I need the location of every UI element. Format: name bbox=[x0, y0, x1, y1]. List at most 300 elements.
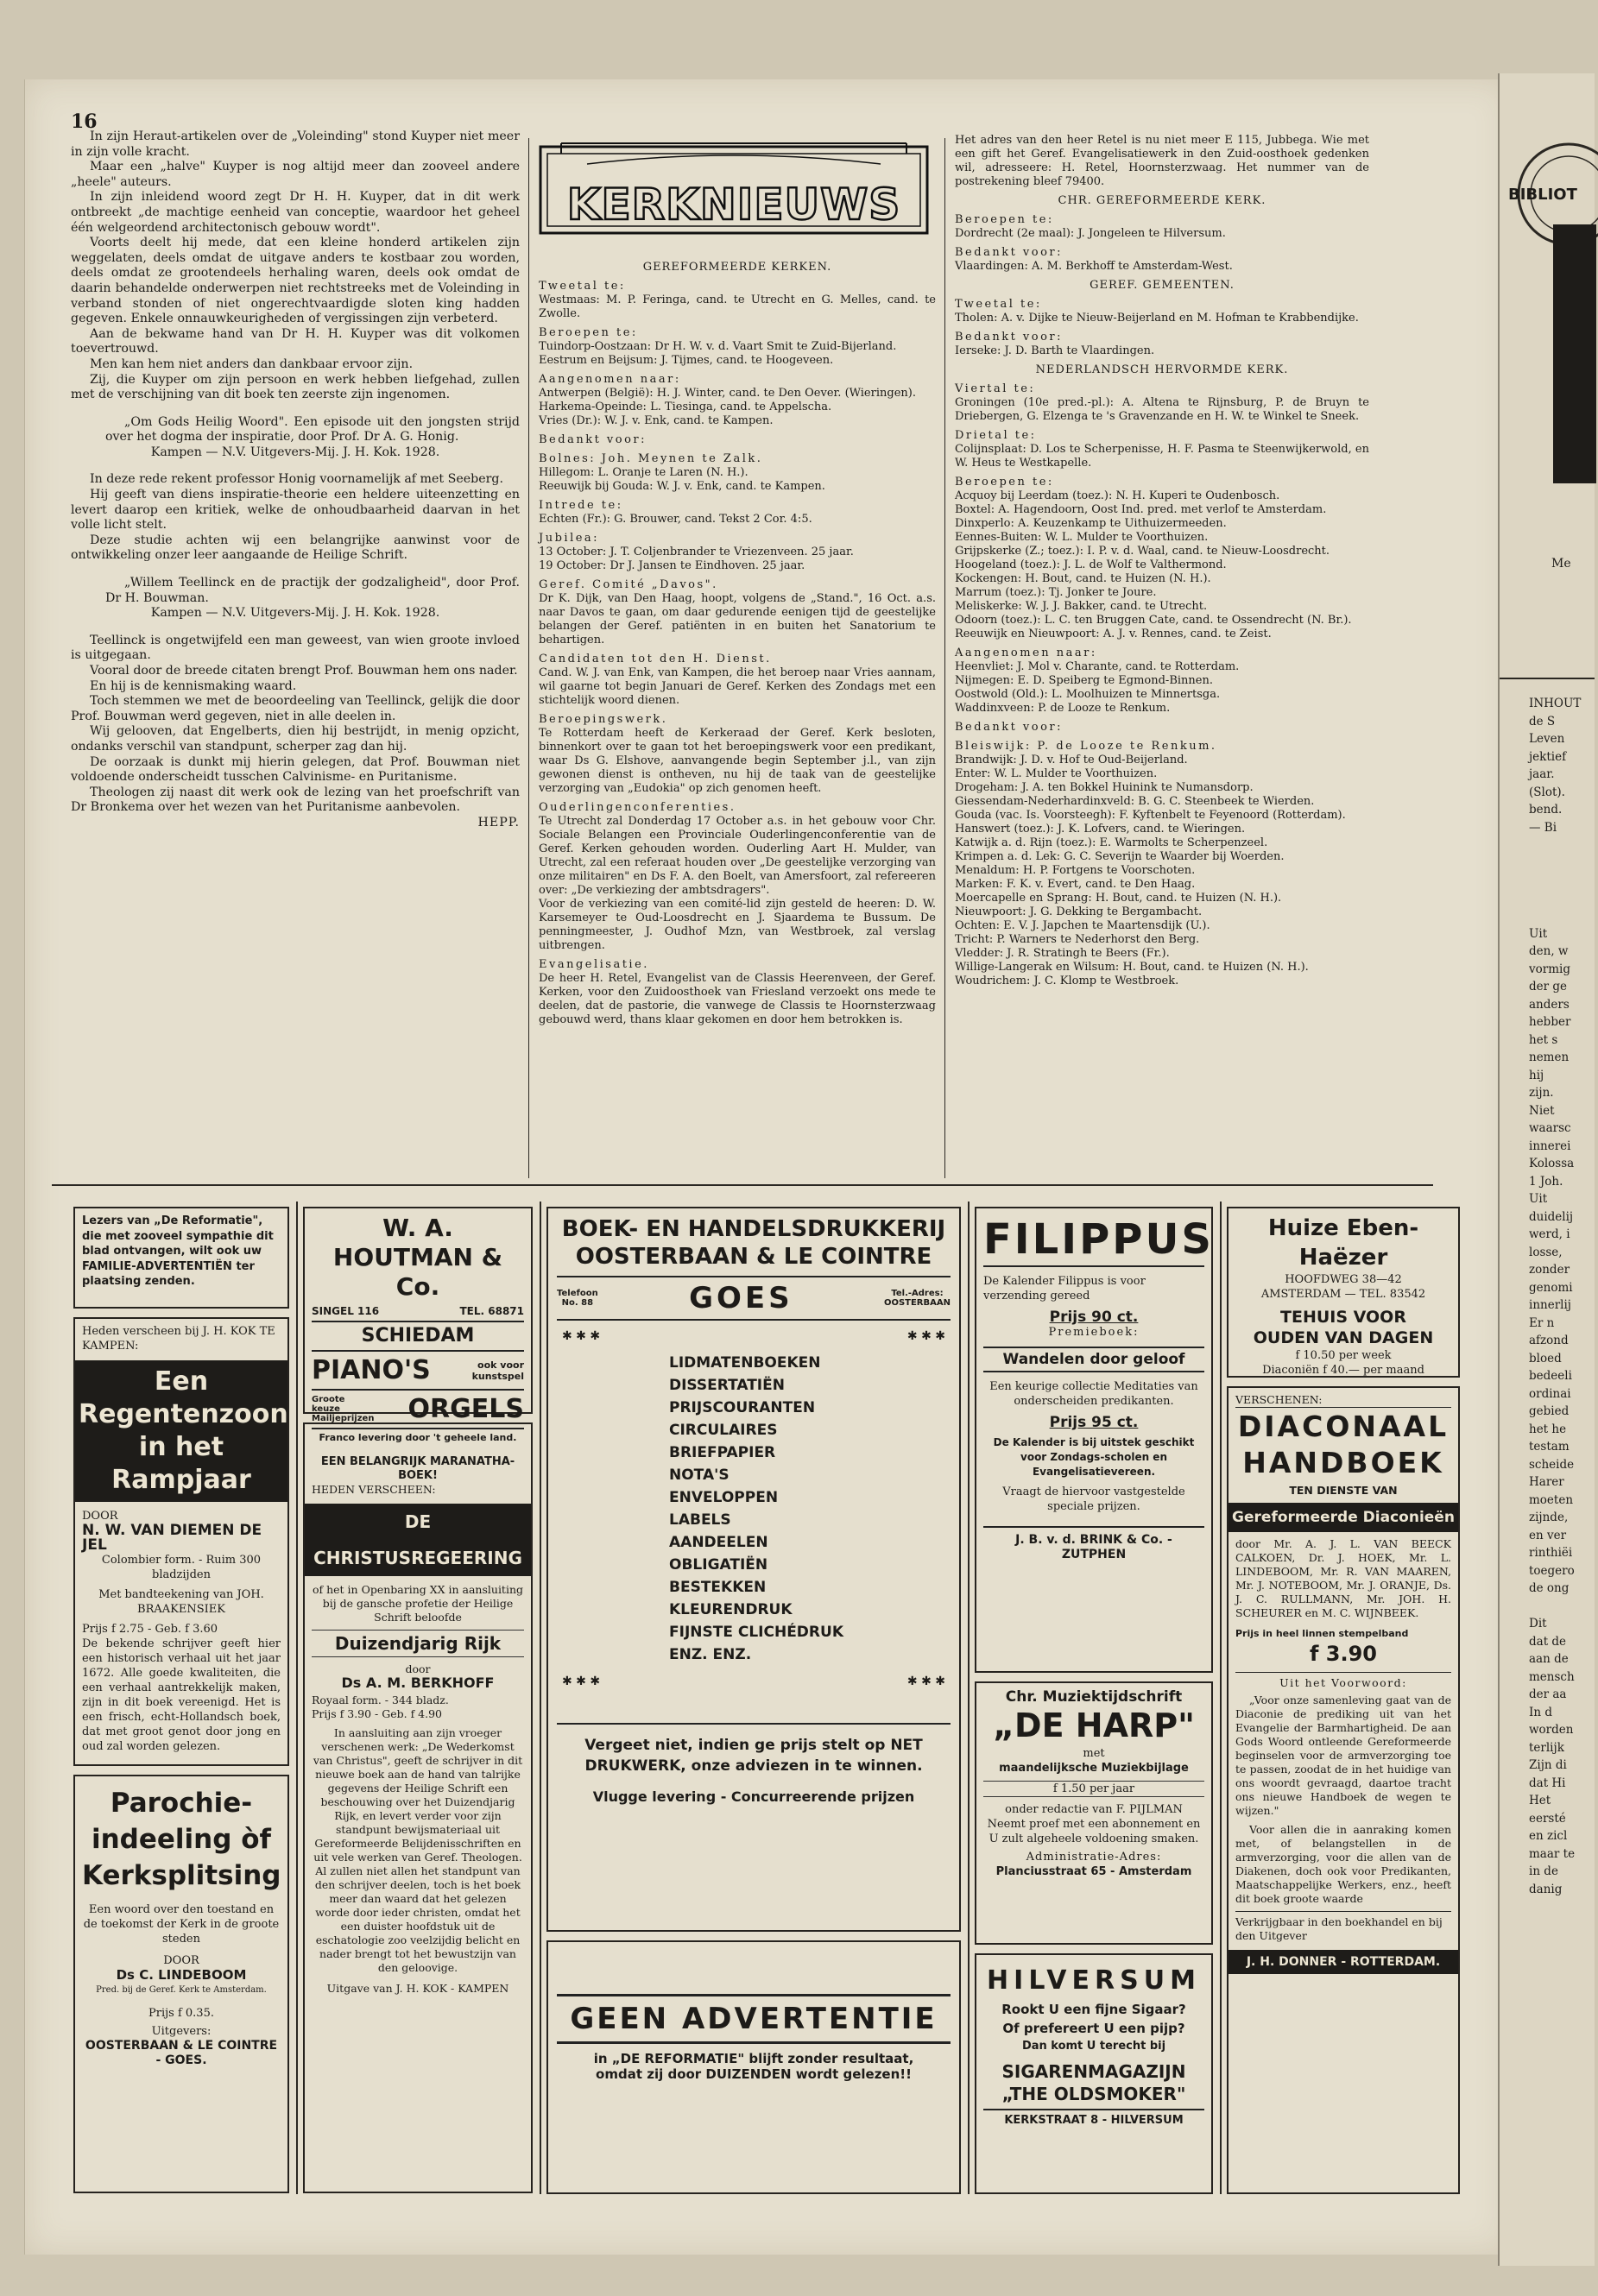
fragment-line: gebied bbox=[1529, 1404, 1570, 1418]
paragraph: En hij is de kennismaking waard. bbox=[90, 678, 297, 693]
entry-line: Echten (Fr.): G. Brouwer, cand. Tekst 2 Cor. 4:5. bbox=[539, 513, 812, 526]
ads-column-rule bbox=[296, 1202, 298, 2194]
entry-line: Krimpen a. d. Lek: G. C. Severijn te Waarder bij Woerden. bbox=[955, 850, 1285, 863]
fragment-line: bloed bbox=[1529, 1351, 1562, 1366]
kerknieuws-banner bbox=[535, 138, 932, 242]
fragment-line: het he bbox=[1529, 1422, 1567, 1436]
delivery-note: Vlugge levering - Concurreerende prijzen bbox=[592, 1788, 915, 1805]
service-item: KLEURENDRUK bbox=[669, 1601, 793, 1618]
bijlage-label: maandelijksche Muziekbijlage bbox=[999, 1762, 1189, 1775]
entry-line: Nijmegen: E. D. Speiberg te Egmond-Binnen. bbox=[955, 674, 1213, 687]
entry-heading: NEDERLANDSCH HERVORMDE KERK. bbox=[1035, 363, 1289, 376]
entry-line: Odoorn (toez.): L. C. ten Bruggen Cate, cand. te Ossendrecht (N. Br.). bbox=[955, 614, 1352, 627]
book-authors: door Mr. A. J. L. VAN BEECK CALKOEN, Dr. J. HOEK, Mr. L. LINDEBOOM, Mr. R. VAN MAAREN, Mr. J. NOTEBOOM, Mr. J. ORANJE, Ds. J. C. RULLMANN, Mr. JOH. H. SCHEURER en M. C. WIJNBEEK. bbox=[1235, 1537, 1451, 1619]
pianos-label: PIANO'S bbox=[312, 1355, 431, 1385]
paragraph: Wij gelooven, dat Engelberts, dien hij bestrijdt, in menig opzicht, ondanks verschil van standpunt, scherper zag dan hij. bbox=[71, 724, 520, 754]
fragment-line: hebber bbox=[1529, 1015, 1571, 1029]
book-title: Een Regentenzoon in het Rampjaar bbox=[75, 1360, 287, 1502]
phone: TEL. 68871 bbox=[459, 1305, 524, 1317]
city: GOES bbox=[689, 1281, 793, 1315]
entry-heading: Bleiswijk: P. de Looze te Renkum. bbox=[955, 740, 1217, 753]
fragment-line: Er n bbox=[1529, 1315, 1555, 1330]
entry-line: Gouda (vac. Is. Voorsteegh): F. Kyftenbelt te Feyenoord (Rotterdam). bbox=[955, 809, 1346, 822]
fragment-line: scheide bbox=[1529, 1457, 1575, 1472]
company-title: BOEK- EN HANDELSDRUKKERIJ bbox=[561, 1216, 946, 1242]
ad-houtman bbox=[303, 1207, 533, 1443]
entry-line: Waddinxveen: P. de Looze te Renkum. bbox=[955, 702, 1171, 715]
ad-christusregeering bbox=[303, 1422, 533, 2193]
ad-line: Of prefereert U een pijp? bbox=[1002, 2021, 1185, 2036]
fragment-line bbox=[1529, 907, 1598, 925]
fragment-line: hij bbox=[1529, 1068, 1544, 1082]
column-rule bbox=[944, 138, 945, 1178]
fragment-line: vormig bbox=[1529, 962, 1570, 976]
orgels-label: ORGELS bbox=[407, 1394, 524, 1424]
shop-address: KERKSTRAAT 8 - HILVERSUM bbox=[983, 2109, 1204, 2127]
city-phone: AMSTERDAM — TEL. 83542 bbox=[1260, 1288, 1426, 1301]
city: SCHIEDAM bbox=[312, 1321, 524, 1352]
entry-line: Te Utrecht zal Donderdag 17 October a.s. in het gebouw voor Chr. Sociale Belangen een Provinciale Ouderlingenconferentie van de Geref. Kerken gehouden worden. Ouderling Aart H. Mulder, van Utrecht, zal een referaat houden over „De geestelijke verzorging van onze militairen" en Ds F. A. den Boelt, van Amersfoort, zal refereeren over: „De verkiezing der ambtsdragers". bbox=[539, 815, 936, 897]
fragment-line: de S bbox=[1529, 714, 1556, 729]
review-publisher: Kampen — N.V. Uitgevers-Mij. J. H. Kok. 1928. bbox=[150, 445, 440, 459]
book-author: Ds C. LINDEBOOM bbox=[116, 1967, 247, 1983]
entry-line: Vries (Dr.): W. J. v. Enk, cand. te Kampen. bbox=[539, 414, 774, 427]
book-subtitle: of het in Openbaring XX in aansluiting bij de gansche profetie der Heilige Schrift beloofde bbox=[312, 1583, 524, 1624]
entry-line: Tholen: A. v. Dijke te Nieuw-Beijerland en M. Hofman te Krabbendijke. bbox=[955, 312, 1359, 325]
paragraph: Voorts deelt hij mede, dat een kleine honderd artikelen zijn weggelaten, deels omdat de uitgave anders te kostbaar zou worden, deels omdat ze grootendeels herhaling waren, deels ook omdat de daarin behandelde onderwerpen niet rechtstreeks met de Voleinding in verband stonden of niet ongerechtvaardigde sloten king hadden gegeven. Enkele onnauwkeurigheden of vergissingen zijn verbeterd. bbox=[71, 236, 520, 326]
fragment-line: losse, bbox=[1529, 1245, 1563, 1259]
ornament: ✱ ✱ ✱ bbox=[906, 1329, 945, 1343]
fragment-line: worden bbox=[1529, 1723, 1574, 1737]
ad-diaconaal-handboek bbox=[1227, 1386, 1460, 2194]
fragment-line: zonder bbox=[1529, 1263, 1570, 1277]
entry-line: Colijnsplaat: D. Los te Scherpenisse, H. F. Pasma te Steenwijkerwold, en W. Heus te Westkapelle. bbox=[955, 443, 1369, 470]
phone: No. 88 bbox=[561, 1298, 594, 1308]
paragraph: Men kan hem niet anders dan dankbaar ervoor zijn. bbox=[90, 356, 414, 371]
entry-heading: Bolnes: Joh. Meynen te Zalk. bbox=[539, 452, 763, 465]
fragment-line: dat de bbox=[1529, 1634, 1567, 1649]
entry-line: Nieuwpoort: J. G. Dekking te Bergambacht. bbox=[955, 905, 1203, 918]
fragment-line: der ge bbox=[1529, 980, 1568, 993]
tehuis-label: TEHUIS VOOR bbox=[1280, 1308, 1406, 1327]
tel-adres-label: Tel.-Adres: bbox=[891, 1289, 944, 1298]
fragment-line: testam bbox=[1529, 1440, 1570, 1454]
entry-line: Heenvliet: J. Mol v. Charante, cand. te Rotterdam. bbox=[955, 660, 1240, 673]
heading-fragment: Me bbox=[1551, 557, 1571, 571]
entry-line: Giessendam-Nederhardinxveld: B. G. C. Steenbeek te Wierden. bbox=[955, 795, 1315, 808]
fragment-line: in de bbox=[1529, 1864, 1558, 1878]
franco-note: Franco levering door 't geheele land. bbox=[312, 1428, 524, 1443]
entry-heading: Geref. Comité „Davos". bbox=[539, 578, 718, 591]
book-author: N. W. VAN DIEMEN DE JEL bbox=[82, 1522, 262, 1554]
adjacent-page-text bbox=[1529, 695, 1598, 1898]
entry-heading: Intrede te: bbox=[539, 499, 623, 512]
entry-heading: Evangelisatie. bbox=[539, 958, 649, 971]
service-item: FIJNSTE CLICHÉDRUK bbox=[669, 1624, 843, 1641]
fragment-line: waarsc bbox=[1529, 1121, 1571, 1135]
met-label: met bbox=[1083, 1747, 1105, 1760]
review-title: „Willem Teellinck en de practijk der godzaligheid", door Prof. Dr H. Bouwman. bbox=[105, 576, 520, 605]
kerknieuws-column bbox=[539, 252, 936, 1027]
ad-filippus bbox=[975, 1207, 1213, 1673]
ad-door: door bbox=[405, 1662, 431, 1675]
entry-heading: Viertal te: bbox=[955, 382, 1036, 395]
ad-line: Rookt U een fijne Sigaar? bbox=[1001, 2002, 1186, 2017]
entry-line: Dordrecht (2e maal): J. Jongeleen te Hilversum. bbox=[955, 227, 1226, 240]
paragraph: Theologen zij naast dit werk ook de lezing van het proefschrift van Dr Bronkema over het wezen van het Puritanisme aanbevolen. bbox=[71, 785, 520, 815]
publisher: J. H. DONNER - ROTTERDAM. bbox=[1229, 1950, 1458, 1974]
ad-line: in „DE REFORMATIE" blijft zonder resultaat, bbox=[593, 2051, 914, 2066]
book-subtitle: Gereformeerde Diaconieën bbox=[1229, 1503, 1458, 1532]
entry-heading: Jubilea: bbox=[539, 532, 600, 545]
tel-adres: OOSTERBAAN bbox=[883, 1298, 951, 1308]
entry-line: Hillegom: L. Oranje te Laren (N. H.). bbox=[539, 466, 748, 479]
price: Prijs 95 ct. bbox=[1049, 1414, 1139, 1431]
fragment-line: jektief bbox=[1529, 749, 1567, 764]
ad-de-harp bbox=[975, 1681, 1213, 1945]
ads-column-rule bbox=[540, 1202, 541, 2194]
entry-line: De heer H. Retel, Evangelist van de Classis Heerenveen, der Geref. Kerken, voor den Zuidoosthoek van Friesland verzoekt ons mede te deelen, dat de pastorie, die vanwege de Classis te Hoornsterzwaag gebouwd werd, thans klaar gekomen en door hem betrokken is. bbox=[539, 972, 936, 1026]
fragment-line: Zijn di bbox=[1529, 1758, 1567, 1772]
publisher-label: Uitgevers: bbox=[151, 2025, 212, 2038]
fragment-line: moeten bbox=[1529, 1492, 1574, 1507]
fragment-line: In d bbox=[1529, 1705, 1552, 1719]
service-list bbox=[557, 1352, 951, 1666]
entry-line: Ochten: E. V. J. Japchen te Maartensdijk (U.). bbox=[955, 919, 1210, 932]
voorwoord-label: Uit het Voorwoord: bbox=[1235, 1672, 1451, 1690]
premie-description: Een keurige collectie Meditaties van onderscheiden predikanten. bbox=[989, 1380, 1198, 1408]
entry-line: Katwijk a. d. Rijn (toez.): E. Warmolts te Scherpenzeel. bbox=[955, 836, 1268, 849]
entry-line: Oostwold (Old.): L. Moolhuizen te Minnertsga. bbox=[955, 688, 1221, 701]
section-heading: GEREFORMEERDE KERKEN. bbox=[642, 261, 832, 274]
entry-line: Hoogeland (toez.): J. L. de Wolf te Valthermond. bbox=[955, 558, 1227, 571]
entry-heading: Bedankt voor: bbox=[539, 433, 647, 446]
fragment-line: ordinai bbox=[1529, 1386, 1571, 1401]
fragment-line: en ver bbox=[1529, 1528, 1567, 1542]
fragment-line: INHOUT bbox=[1529, 697, 1582, 710]
fragment-line: Het bbox=[1529, 1794, 1551, 1807]
service-item: NOTA'S bbox=[669, 1467, 730, 1484]
ad-intro: Heden verscheen bij J. H. KOK TE KAMPEN: bbox=[82, 1325, 275, 1353]
admin-label: Administratie-Adres: bbox=[1026, 1851, 1162, 1864]
entry-heading: Tweetal te: bbox=[955, 298, 1042, 311]
fragment-line bbox=[1529, 836, 1598, 855]
entry-heading: CHR. GEREFORMEERDE KERK. bbox=[1058, 194, 1266, 207]
entry-heading: Candidaten tot den H. Dienst. bbox=[539, 653, 772, 665]
book-price: Prijs f 2.75 - Geb. f 3.60 bbox=[82, 1623, 218, 1636]
price-label: Prijs in heel linnen stempelband bbox=[1235, 1628, 1409, 1639]
entry-heading: Beroepingswerk. bbox=[539, 713, 668, 726]
ads-top-rule bbox=[52, 1184, 1433, 1186]
right-news-entries bbox=[955, 134, 1369, 988]
entry-line: Tricht: P. Warners te Nederhorst den Berg. bbox=[955, 933, 1200, 946]
verkrijgbaar-text: Verkrijgbaar in den boekhandel en bij den Uitgever bbox=[1235, 1911, 1451, 1943]
fragment-line bbox=[1529, 872, 1598, 890]
author-note: Pred. bij de Geref. Kerk te Amsterdam. bbox=[96, 1985, 267, 1995]
fragment-line: den, w bbox=[1529, 944, 1569, 958]
service-item: BRIEFPAPIER bbox=[669, 1444, 776, 1461]
service-item: ENVELOPPEN bbox=[669, 1489, 779, 1506]
fragment-line: dat Hi bbox=[1529, 1776, 1566, 1790]
fragment-line: rinthiëi bbox=[1529, 1546, 1573, 1560]
ad-headline: GEEN ADVERTENTIE bbox=[557, 1994, 951, 2044]
advice-note: Vergeet niet, indien ge prijs stelt op NET DRUKWERK, onze adviezen in te winnen. bbox=[557, 1723, 951, 1776]
tehuis-label: OUDEN VAN DAGEN bbox=[1253, 1328, 1434, 1347]
entry-line: Grijpskerke (Z.; toez.): I. P. v. d. Waal, cand. te Nieuw-Loosdrecht. bbox=[955, 545, 1330, 558]
entry-line: Cand. W. J. van Enk, van Kampen, die het beroep naar Vries aannam, wil gaarne tot begin Januari de Geref. Kerken des Zondags met een stichtelijk woord dienen. bbox=[539, 666, 936, 707]
entry-heading: GEREF. GEMEENTEN. bbox=[1090, 279, 1235, 292]
paragraph: De oorzaak is dunkt mij hierin gelegen, dat Prof. Bouwman niet voldoende onderscheidt tusschen Calvinisme- en Puritanisme. bbox=[71, 754, 520, 785]
book-rijk: Duizendjarig Rijk bbox=[312, 1630, 524, 1657]
prijzen-note: Vraagt de hiervoor vastgestelde speciale prijzen. bbox=[1002, 1485, 1185, 1513]
entry-heading: Beroepen te: bbox=[955, 476, 1054, 489]
ad-geen-advertentie bbox=[546, 1940, 961, 2194]
book-title: Parochie-indeeling òf Kerksplitsing bbox=[82, 1788, 281, 1891]
fragment-line: Dit bbox=[1529, 1617, 1547, 1631]
verschenen-label: VERSCHENEN: bbox=[1235, 1393, 1451, 1408]
entry-line: Harkema-Opeinde: L. Tiesinga, cand. te Appelscha. bbox=[539, 401, 832, 413]
fragment-line: aan de bbox=[1529, 1652, 1569, 1666]
fragment-line: terlijk bbox=[1529, 1740, 1564, 1755]
entry-line: Acquoy bij Leerdam (toez.): N. H. Kuperi te Oudenbosch. bbox=[955, 489, 1280, 502]
entry-line: Enter: W. L. Mulder te Voorthuizen. bbox=[955, 767, 1158, 780]
right-news-column bbox=[955, 134, 1369, 988]
paragraph: Toch stemmen we met de beoordeeling van Teellinck, gelijk die door Prof. Bouwman werd gegeven, niet in alle deelen in. bbox=[71, 694, 520, 723]
ad-tag: EEN BELANGRIJK MARANATHA-BOEK! bbox=[320, 1455, 515, 1482]
fragment-line: werd, i bbox=[1529, 1227, 1570, 1241]
entry-line: Ierseke: J. D. Barth te Vlaardingen. bbox=[955, 344, 1155, 357]
entry-heading: Aangenomen naar: bbox=[955, 647, 1097, 659]
paragraph: Maar een „halve" Kuyper is nog altijd meer dan zooveel andere „heele" auteurs. bbox=[71, 160, 520, 189]
ad-line: omdat zij door DUIZENDEN wordt gelezen!! bbox=[596, 2066, 912, 2082]
admin-address: Planciusstraat 65 - Amsterdam bbox=[995, 1865, 1192, 1878]
fragment-line: nemen bbox=[1529, 1050, 1570, 1064]
entry-heading: Drietal te: bbox=[955, 429, 1037, 442]
fragment-line: — Bi bbox=[1529, 820, 1557, 835]
entry-line: Antwerpen (België): H. J. Winter, cand. te Den Oever. (Wieringen). bbox=[539, 387, 916, 400]
fragment-line: mensch bbox=[1529, 1669, 1575, 1684]
price: Prijs 90 ct. bbox=[1049, 1309, 1139, 1326]
proef-note: Neemt proef met een abonnement en U zult algeheele voldoening smaken. bbox=[987, 1818, 1201, 1845]
ad-eben-haezer bbox=[1227, 1207, 1460, 1378]
fragment-line: bend. bbox=[1529, 803, 1563, 817]
product-title: FILIPPUS bbox=[983, 1214, 1204, 1267]
ad-hilversum bbox=[975, 1953, 1213, 2194]
fragment-line: zijnde, bbox=[1529, 1511, 1569, 1524]
book-description: Een woord over den toestand en de toekomst der Kerk in de groote steden bbox=[83, 1903, 280, 1946]
fragment-line: en zicl bbox=[1529, 1829, 1568, 1843]
entry-line: Eestrum en Beijsum: J. Tijmes, cand. te Hoogeveen. bbox=[539, 354, 834, 367]
fragment-line: 1 Joh. bbox=[1529, 1174, 1563, 1189]
entry-line: Vledder: J. R. Stratingh te Beers (Fr.). bbox=[955, 947, 1170, 960]
phone-label: Telefoon bbox=[557, 1289, 598, 1298]
fragment-line: anders bbox=[1529, 997, 1570, 1012]
entry-line: Woudrichem: J. C. Klomp te Westbroek. bbox=[955, 975, 1179, 987]
service-item: OBLIGATIËN bbox=[669, 1556, 768, 1574]
voor-allen-text: Voor allen die in aanraking komen met, of belangstellen in de armverzorging, voor die allen van de Diakenen, doch ook voor Predikanten, Maatschappelijke Werkers, enz., heeft dit boek groote waarde bbox=[1235, 1823, 1451, 1905]
entry-line: Hanswert (toez.): J. K. Lofvers, cand. te Wieringen. bbox=[955, 823, 1246, 836]
book-title: DE CHRISTUSREGEERING bbox=[305, 1504, 531, 1576]
book-description: In aansluiting aan zijn vroeger verschenen werk: „De Wederkomst van Christus", geeft de schrijver in dit nieuwe boek aan de hand van talrijke gegevens der Heilige Schrift een beschouwing over het Duizendjarig Rijk, en levert verder voor zijn standpunt bewijsmateriaal uit Gereformeerde Belijdenisschriften en uit vele werken van Geref. Theologen. Al zullen niet allen het standpunt van den schrijver deelen, toch is het boek meer dan waard dat het gelezen worde door ieder christen, omdat het een duister hoofdstuk uit de eschatologie zoo veelzijdig belicht en nader brengt tot het bewustzijn van den geloovige. bbox=[313, 1726, 523, 1974]
entry-line: Voor de verkiezing van een comité-lid zijn gesteld de heeren: D. W. Karsemeyer te Oud-Loosdrecht en J. Sjaardema te Bussum. De penningmeester, J. Oudhof Mzn, van Westbroek, zal verslag uitbrengen. bbox=[539, 898, 936, 952]
paragraph: Zij, die Kuyper om zijn persoon en werk hebben liefgehad, zullen met de verschijning van dit boek ten zeerste zijn ingenomen. bbox=[71, 372, 520, 402]
ad-door: DOOR bbox=[82, 1510, 118, 1523]
fragment-line bbox=[1529, 1598, 1598, 1616]
entry-heading: Bedankt voor: bbox=[955, 331, 1064, 344]
entry-line: Willige-Langerak en Wilsum: H. Bout, cand. te Huizen (N. H.). bbox=[955, 961, 1309, 974]
entry-line: Kockengen: H. Bout, cand. te Huizen (N. H.). bbox=[955, 572, 1211, 585]
entry-line: Reeuwijk en Nieuwpoort: A. J. v. Rennes, cand. te Zeist. bbox=[955, 628, 1272, 640]
publisher: OOSTERBAAN & LE COINTRE - GOES. bbox=[85, 2039, 278, 2067]
shop-name: „THE OLDSMOKER" bbox=[1001, 2084, 1186, 2104]
entry-heading: Ouderlingenconferenties. bbox=[539, 801, 736, 814]
address: HOOFDWEG 38—42 bbox=[1285, 1273, 1402, 1286]
entry-heading: Bedankt voor: bbox=[955, 246, 1064, 259]
large-initial-block bbox=[1553, 224, 1596, 483]
ad-reformatie bbox=[73, 1207, 289, 1309]
fragment-line: eersté bbox=[1529, 1811, 1566, 1826]
fragment-line: jaar. bbox=[1529, 767, 1555, 781]
premie-title: Wandelen door geloof bbox=[983, 1347, 1204, 1372]
book-price: Prijs f 3.90 - Geb. f 4.90 bbox=[312, 1707, 443, 1720]
keuze-label: Groote keuze Mailjeprijzen bbox=[312, 1395, 375, 1423]
entry-line: Dr K. Dijk, van Den Haag, hoopt, volgens de „Stand.", 16 Oct. a.s. naar Davos te gaan, om daar gedurende eenigen tijd de geestelijke belangen der Geref. patiënten in en buiten het Sanatorium te behartigen. bbox=[539, 592, 936, 647]
paragraph: Hij geeft van diens inspiratie-theorie een heldere uiteenzetting en levert daarop een kritiek, welke de onhoudbaarheid daarvan in het volle licht stelt. bbox=[71, 488, 520, 533]
paragraph: In zijn Heraut-artikelen over de „Voleinding" stond Kuyper niet meer in zijn volle kracht. bbox=[71, 129, 520, 159]
entry-line: Meliskerke: W. J. J. Bakker, cand. te Utrecht. bbox=[955, 600, 1208, 613]
page-number: 16 bbox=[71, 110, 98, 133]
company-title: OOSTERBAAN & LE COINTRE bbox=[575, 1244, 932, 1270]
fragment-line: de ong bbox=[1529, 1581, 1570, 1595]
entry-line: Drogeham: J. A. ten Bokkel Huinink te Numansdorp. bbox=[955, 781, 1254, 794]
service-item: CIRCULAIRES bbox=[669, 1422, 778, 1439]
entry-heading: Beroepen te: bbox=[955, 213, 1054, 226]
service-item: LIDMATENBOEKEN bbox=[669, 1354, 821, 1372]
left-article-column bbox=[71, 129, 520, 831]
magazine-label: Chr. Muziektijdschrift bbox=[1005, 1688, 1183, 1706]
service-item: DISSERTATIËN bbox=[669, 1377, 785, 1394]
service-item: ENZ. ENZ. bbox=[669, 1646, 752, 1663]
entry-line: 19 October: Dr J. Jansen te Eindhoven. 25 jaar. bbox=[539, 559, 805, 572]
ten-dienste-label: TEN DIENSTE VAN bbox=[1289, 1484, 1398, 1497]
signature: HEPP. bbox=[477, 815, 520, 829]
stamp-text: BIBLIOT bbox=[1508, 186, 1577, 204]
entry-line: Reeuwijk bij Gouda: W. J. v. Enk, cand. te Kampen. bbox=[539, 480, 825, 493]
entry-line: Boxtel: A. Hagendoorn, Oost Ind. pred. met verlof te Amsterdam. bbox=[955, 503, 1327, 516]
book-title: DIACONAAL bbox=[1237, 1410, 1450, 1443]
ads-column-rule bbox=[1220, 1202, 1222, 2194]
price: Diaconiën f 40.— per maand bbox=[1262, 1364, 1424, 1377]
fragment-line: innerlij bbox=[1529, 1298, 1571, 1312]
book-format: Royaal form. - 344 bladz. bbox=[312, 1694, 449, 1706]
paragraph: In deze rede rekent professor Honig voornamelijk af met Seeberg. bbox=[90, 472, 503, 487]
city-title: HILVERSUM bbox=[987, 1965, 1201, 1996]
price: f 10.50 per week bbox=[1295, 1349, 1392, 1362]
fragment-line: (Slot). bbox=[1529, 785, 1565, 799]
publisher: J. B. v. d. BRINK & Co. - ZUTPHEN bbox=[983, 1526, 1204, 1562]
entry-line: Brandwijk: J. D. v. Hof te Oud-Beijerland. bbox=[955, 754, 1188, 766]
fragment-line: danig bbox=[1529, 1882, 1563, 1896]
entry-line: Dinxperlo: A. Keuzenkamp te Uithuizermeeden. bbox=[955, 517, 1227, 530]
fragment-line: Kolossa bbox=[1529, 1157, 1575, 1170]
fragment-line: Uit bbox=[1529, 926, 1548, 941]
fragment-line: toegero bbox=[1529, 1563, 1575, 1578]
fragment-line: afzond bbox=[1529, 1334, 1569, 1347]
shop-name: SIGARENMAGAZIJN bbox=[1001, 2061, 1186, 2082]
book-author: Ds A. M. BERKHOFF bbox=[341, 1675, 495, 1691]
pianos-sub: ook voor kunstspel bbox=[471, 1359, 524, 1382]
fragment-line: het s bbox=[1529, 1032, 1558, 1047]
entry-heading: Bedankt voor: bbox=[955, 721, 1064, 734]
geschikt-note: De Kalender is bij uitstek geschikt voor Zondags-scholen en Evangelisatievereen. bbox=[993, 1436, 1195, 1478]
premie-label: Premieboek: bbox=[1048, 1326, 1140, 1339]
entry-line: Tuindorp-Oostzaan: Dr H. W. v. d. Vaart Smit te Zuid-Bijerland. bbox=[539, 340, 897, 353]
ad-line: Dan komt U terecht bij bbox=[1021, 2040, 1166, 2053]
adjacent-page-edge bbox=[1498, 73, 1595, 2266]
price: f 3.90 bbox=[1309, 1642, 1377, 1666]
fragment-line: genomi bbox=[1529, 1280, 1573, 1295]
entry-line: Marken: F. K. v. Evert, cand. te Den Haag. bbox=[955, 878, 1196, 891]
entry-line: 13 October: J. T. Coljenbrander te Vriezenveen. 25 jaar. bbox=[539, 546, 854, 558]
ad-door: DOOR bbox=[163, 1954, 199, 1967]
banner-title: KERKNIEUWS bbox=[566, 180, 901, 230]
ads-column-rule bbox=[968, 1202, 970, 2194]
heden-label: HEDEN VERSCHEEN: bbox=[312, 1483, 436, 1496]
institution-name: Huize Eben-Haëzer bbox=[1267, 1215, 1419, 1271]
paragraph: Vooral door de breede citaten brengt Prof. Bouwman hem ons nader. bbox=[90, 664, 518, 678]
ornament: ✱ ✱ ✱ bbox=[562, 1675, 601, 1688]
book-format: Colombier form. - Ruim 300 bladzijden bbox=[101, 1554, 262, 1581]
paragraph: In zijn inleidend woord zegt Dr H. H. Kuyper, dat in dit werk ontbreekt „de machtige eenheid van conceptie, waardoor het geheel één welgeordend architectonisch gebouw wordt". bbox=[71, 190, 520, 235]
fragment-line: Leven bbox=[1529, 732, 1565, 746]
fragment-line: zijn. bbox=[1529, 1086, 1554, 1100]
fragment-line: maar te bbox=[1529, 1846, 1576, 1861]
service-item: BESTEKKEN bbox=[669, 1579, 767, 1596]
price: f 1.50 per jaar bbox=[983, 1781, 1204, 1797]
entry-line: Eennes-Buiten: W. L. Mulder te Voorthuizen. bbox=[955, 531, 1209, 544]
fragment-line: der aa bbox=[1529, 1687, 1567, 1701]
paragraph: Aan de bekwame hand van Dr H. H. Kuyper was dit volkomen toevertrouwd. bbox=[71, 326, 520, 356]
rule bbox=[1500, 678, 1595, 679]
entry-line: Westmaas: M. P. Feringa, cand. te Utrecht en G. Melles, cand. te Zwolle. bbox=[539, 293, 936, 320]
address: SINGEL 116 bbox=[312, 1305, 380, 1317]
service-item: PRIJSCOURANTEN bbox=[669, 1399, 816, 1416]
fragment-line: bedeeli bbox=[1529, 1369, 1572, 1383]
entry-line: Marrum (toez.): Tj. Jonker te Joure. bbox=[955, 586, 1157, 599]
paragraph: Teellinck is ongetwijfeld een man geweest, van wien groote invloed is uitgegaan. bbox=[71, 633, 520, 663]
ornament: ✱ ✱ ✱ bbox=[906, 1675, 945, 1688]
entry-line: Vlaardingen: A. M. Berkhoff te Amsterdam-West. bbox=[955, 260, 1233, 273]
book-title: HANDBOEK bbox=[1242, 1446, 1444, 1479]
paragraph: Deze studie achten wij een belangrijke aanwinst voor de ontwikkeling onzer leer aangaande de Heilige Schrift. bbox=[71, 533, 520, 563]
fragment-line bbox=[1529, 855, 1598, 873]
kerknieuws-entries bbox=[539, 280, 936, 1027]
book-description: De bekende schrijver geeft hier een historisch verhaal uit het jaar 1672. Alle goede kwaliteiten, die een verhaal aantrekkelijk maken, zijn in dit boek vereenigd. Het is een frisch, echt-Hollandsch boek, dat met groot genot door jong en oud zal worden gelezen. bbox=[82, 1637, 281, 1753]
column-rule bbox=[528, 138, 529, 1178]
entry-line: Te Rotterdam heeft de Kerkeraad der Geref. Kerk besloten, binnenkort over te gaan tot het beroepingswerk voor een predikant, waar Ds G. Elshove, aanvangende begin September j.l., van zijn gewonen dienst is ontheven, nu hij de taak van de geestelijke verzorging van „Eudokia" op zich genomen heeft. bbox=[539, 727, 936, 795]
magazine-title: „DE HARP" bbox=[993, 1706, 1195, 1744]
review-title: „Om Gods Heilig Woord". Een episode uit den jongsten strijd over het dogma der inspiratie, door Prof. Dr A. G. Honig. bbox=[105, 414, 520, 445]
entry-line: Groningen (10e pred.-pl.): A. Altena te Rijnsburg, P. de Bruyn te Driebergen, G. Elzenga te 's Gravenzande en H. W. te Winkel te Sneek. bbox=[955, 396, 1369, 423]
fragment-line: duidelij bbox=[1529, 1209, 1574, 1224]
ad-parochie-indeeling bbox=[73, 1775, 289, 2193]
company-name: W. A. HOUTMAN & Co. bbox=[332, 1214, 503, 1301]
publisher: Uitgave van J. H. KOK - KAMPEN bbox=[326, 1982, 509, 1995]
redactie: onder redactie van F. PIJLMAN bbox=[1005, 1803, 1183, 1816]
entry-heading: Beroepen te: bbox=[539, 326, 638, 339]
voorwoord-text: „Voor onze samenleving gaat van de Diaconie de prediking uit van het Evangelie der Barmhartigheid. De aan Gods Woord ontleende Gereformeerde beginselen voor de armverzorging toe te passen, zoodat de in het huidige van ons woordt gevraagd, daartoe tracht ons nieuwe Handboek de wegen te wijzen." bbox=[1235, 1694, 1451, 1817]
review-publisher: Kampen — N.V. Uitgevers-Mij. J. H. Kok. 1928. bbox=[150, 606, 440, 621]
